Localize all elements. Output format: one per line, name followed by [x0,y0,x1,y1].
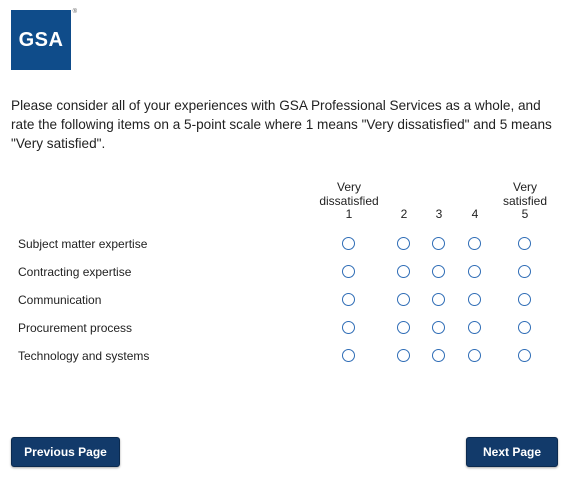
scale-header-5 [495,181,555,222]
scale-header-1 [314,181,384,222]
radio-subject-matter-expertise-2[interactable] [397,237,410,250]
gsa-logo [11,9,77,70]
item-label-procurement-process: Procurement process [18,321,133,335]
scale-point-5: 5 [521,207,529,221]
radio-communication-2[interactable] [397,293,410,306]
scale-header-2 [394,208,414,222]
scale-point-3: 3 [435,207,443,221]
scale-header-4 [465,208,485,222]
radio-subject-matter-expertise-5[interactable] [518,237,531,250]
radio-procurement-process-4[interactable] [468,321,481,334]
scale-point-1: 1 [345,207,353,221]
radio-technology-and-systems-1[interactable] [342,349,355,362]
radio-subject-matter-expertise-4[interactable] [468,237,481,250]
radio-communication-5[interactable] [518,293,531,306]
radio-contracting-expertise-2[interactable] [397,265,410,278]
logo-text: GSA [18,29,64,51]
scale-low-label-line1: Very [336,180,361,194]
radio-contracting-expertise-5[interactable] [518,265,531,278]
radio-communication-3[interactable] [432,293,445,306]
radio-communication-4[interactable] [468,293,481,306]
radio-procurement-process-3[interactable] [432,321,445,334]
radio-technology-and-systems-3[interactable] [432,349,445,362]
scale-high-label-line2: satisfied [502,193,548,208]
radio-procurement-process-1[interactable] [342,321,355,334]
scale-high-label-line1: Very [512,180,537,194]
registered-mark: ® [72,9,77,15]
radio-contracting-expertise-1[interactable] [342,265,355,278]
radio-procurement-process-5[interactable] [518,321,531,334]
radio-technology-and-systems-5[interactable] [518,349,531,362]
scale-header-3 [429,208,449,222]
radio-subject-matter-expertise-3[interactable] [432,237,445,250]
previous-page-button[interactable]: Previous Page [11,437,120,467]
radio-contracting-expertise-3[interactable] [432,265,445,278]
item-label-technology-and-systems: Technology and systems [18,349,150,363]
radio-communication-1[interactable] [342,293,355,306]
question-intro: Please consider all of your experiences with GSA Professional Services as a whole, and rate the following items on a 5-point scale where 1 means "Very dissatisfied" and 5 means "Very satisfied". [11,98,552,151]
item-label-contracting-expertise: Contracting expertise [18,265,132,279]
item-label-subject-matter-expertise: Subject matter expertise [18,237,148,251]
radio-subject-matter-expertise-1[interactable] [342,237,355,250]
scale-point-4: 4 [471,207,479,221]
radio-technology-and-systems-2[interactable] [397,349,410,362]
next-page-button[interactable]: Next Page [466,437,558,467]
scale-low-label-line2: dissatisfied [319,193,379,208]
radio-technology-and-systems-4[interactable] [468,349,481,362]
scale-point-2: 2 [400,207,408,221]
radio-contracting-expertise-4[interactable] [468,265,481,278]
radio-procurement-process-2[interactable] [397,321,410,334]
item-label-communication: Communication [18,293,102,307]
